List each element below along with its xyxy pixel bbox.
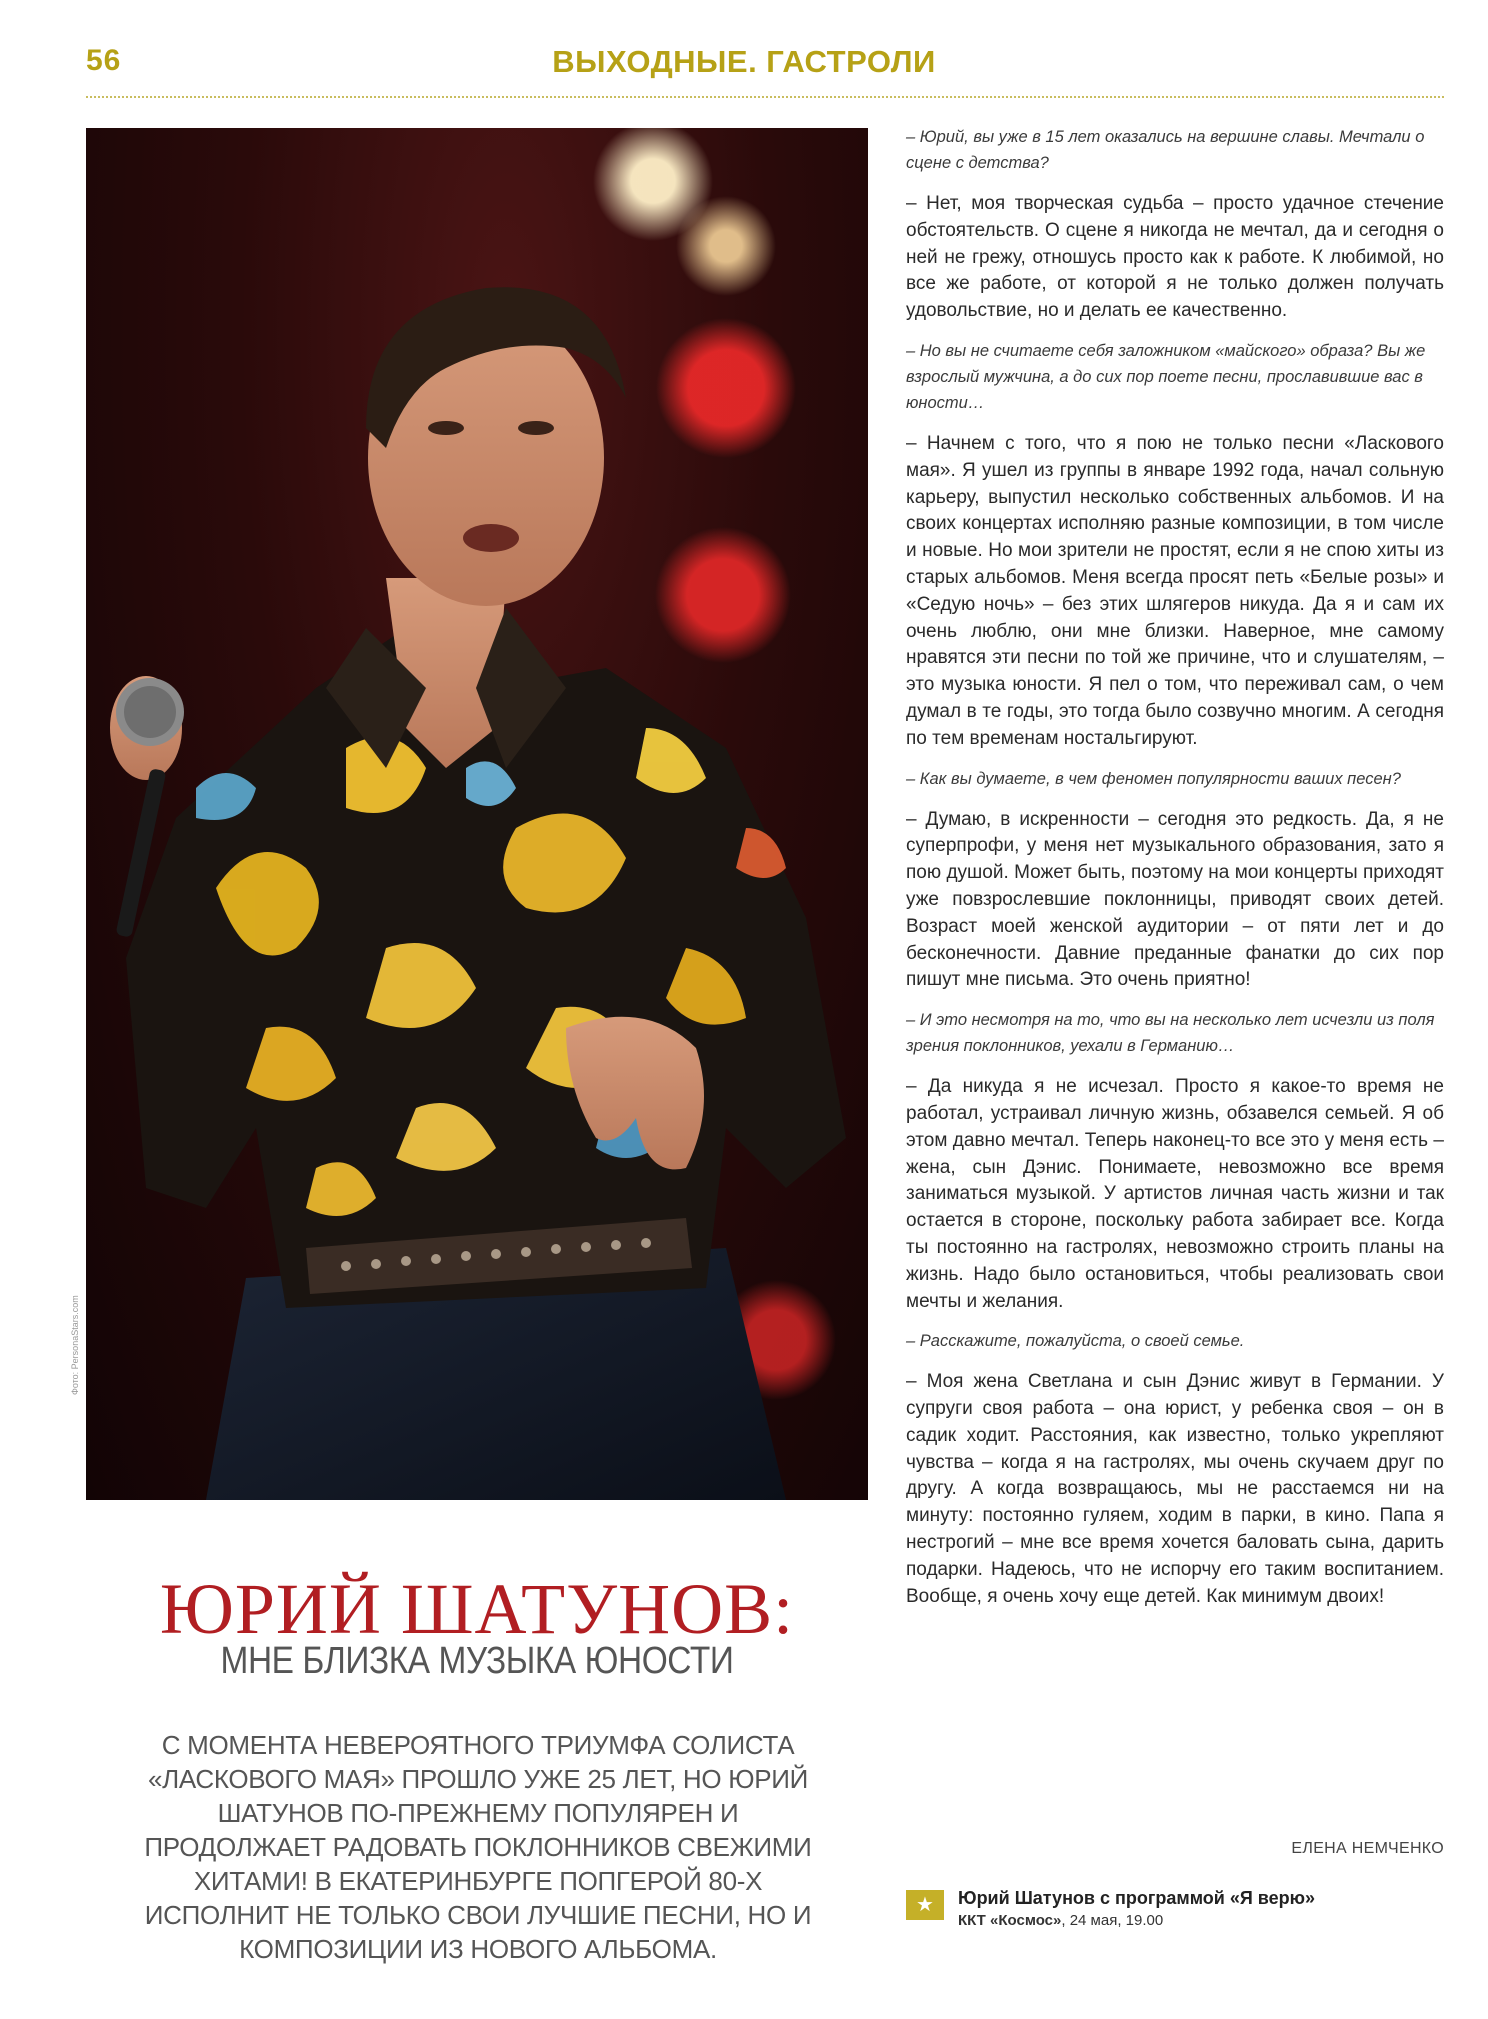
header-divider bbox=[86, 96, 1444, 98]
interview-column bbox=[906, 124, 1444, 1623]
answer-1: – Нет, моя творческая судьба – просто удачное стечение обстоятельств. О сцене я никогда не мечтал, да и сегодня о ней не грежу, отношусь просто как к работе. К любимой, но все же работе, от которой я не только должен получать удовольствие, но и делать ее качественно. bbox=[906, 193, 1444, 322]
answer-2: – Начнем с того, что я пою не только песни «Ласкового мая». Я ушел из группы в январе 1992 года, начал сольную карьеру, выпустил несколько собственных альбомов. И на своих концертах исполняю разные композиции, в том числе и новые. Но мои зрители не простят, если я не спою хиты из старых альбомов. Меня всегда просят петь «Белые розы» и «Седую ночь» – без этих шлягеров никуда. Да я и сам их очень люблю, они мне близки. Наверное, мне самому нравятся эти песни по той же причине, что и слушателям, – это музыка юности. Я пел о том, что переживал сам, о чем думал в те годы, это тогда было созвучно многим. А сегодня по тем временам ностальгируют. bbox=[906, 432, 1444, 749]
question-1: – Юрий, вы уже в 15 лет оказались на вершине славы. Мечтали о сцене с детства? bbox=[906, 128, 1425, 172]
section-title: ВЫХОДНЫЕ. ГАСТРОЛИ bbox=[552, 44, 936, 79]
photo-credit: Фото: PersonaStars.com bbox=[70, 1295, 80, 1395]
star-icon: ★ bbox=[906, 1890, 944, 1920]
author-name: ЕЛЕНА НЕМЧЕНКО bbox=[1291, 1840, 1444, 1857]
event-datetime: , 24 мая, 19.00 bbox=[1061, 1912, 1164, 1929]
answer-3: – Думаю, в искренности – сегодня это редкость. Да, я не суперпрофи, у меня нет музыкального образования, зато я пою душой. Может быть, поэтому на мои концерты приходят уже повзрослевшие поклонницы, приводят своих детей. Возраст моей женской аудитории – от пяти лет и до бесконечности. Давние преданные фанатки до сих пор пишут мне письма. Это очень приятно! bbox=[906, 808, 1444, 991]
performer-photo bbox=[86, 128, 868, 1500]
event-venue: ККТ «Космос» bbox=[958, 1912, 1062, 1929]
article-lead: С МОМЕНТА НЕВЕРОЯТНОГО ТРИУМФА СОЛИСТА «ЛАСКОВОГО МАЯ» ПРОШЛО УЖЕ 25 ЛЕТ, НО ЮРИЙ ШАТУНОВ ПО-ПРЕЖНЕМУ ПОПУЛЯРЕН И ПРОДОЛЖАЕТ РАДОВАТЬ ПОКЛОННИКОВ СВЕЖИМИ ХИТАМИ! В ЕКАТЕРИНБУРГЕ ПОПГЕРОЙ 80-Х ИСПОЛНИТ НЕ ТОЛЬКО СВОИ ЛУЧШИЕ ПЕСНИ, НО И КОМПОЗИЦИИ ИЗ НОВОГО АЛЬБОМА. bbox=[144, 1730, 812, 1964]
performer-illustration bbox=[86, 128, 868, 1500]
question-3: – Как вы думаете, в чем феномен популярности ваших песен? bbox=[906, 769, 1401, 788]
page-number: 56 bbox=[86, 44, 122, 77]
event-place bbox=[958, 1912, 1163, 1929]
answer-5: – Моя жена Светлана и сын Дэнис живут в Германии. У супруги своя работа – она юрист, у ребенка своя – он в садик ходит. Расстояния, как известно, только укрепляют чувства – когда я на гастролях, мы очень скучаем друг по другу. А когда возвращаюсь, мы не расстаемся ни на минуту: постоянно гуляем, ходим в парки, в кино. Папа я нестрогий – мне все время хочется баловать сына, дарить подарки. Надеюсь, что не испорчу его таким воспитанием. Вообще, я очень хочу еще детей. Как минимум двоих! bbox=[906, 1371, 1444, 1607]
event-title: Юрий Шатунов с программой «Я верю» bbox=[958, 1888, 1315, 1908]
article-subheadline: МНЕ БЛИЗКА МУЗЫКА ЮНОСТИ bbox=[220, 1640, 734, 1682]
question-5: – Расскажите, пожалуйста, о своей семье. bbox=[906, 1332, 1245, 1351]
answer-4: – Да никуда я не исчезал. Просто я какое-то время не работал, устраивал личную жизнь, обзавелся семьей. Я об этом давно мечтал. Теперь наконец-то все это у меня есть – жена, сын Дэнис. Понимаете, невозможно все время заниматься музыкой. У артистов личная часть жизни и так остается в стороне, поскольку работа забирает все. Когда ты постоянно на гастролях, невозможно строить планы на жизнь. Надо было остановиться, чтобы реализовать свои мечты и желания. bbox=[906, 1076, 1444, 1312]
question-4: – И это несмотря на то, что вы на несколько лет исчезли из поля зрения поклонников, уехали в Германию… bbox=[906, 1011, 1435, 1056]
question-2: – Но вы не считаете себя заложником «майского» образа? Вы же взрослый мужчина, а до сих пор поете песни, прославившие вас в юности… bbox=[906, 341, 1426, 412]
event-info bbox=[906, 1890, 1444, 1936]
article-headline: ЮРИЙ ШАТУНОВ: bbox=[159, 1569, 795, 1649]
